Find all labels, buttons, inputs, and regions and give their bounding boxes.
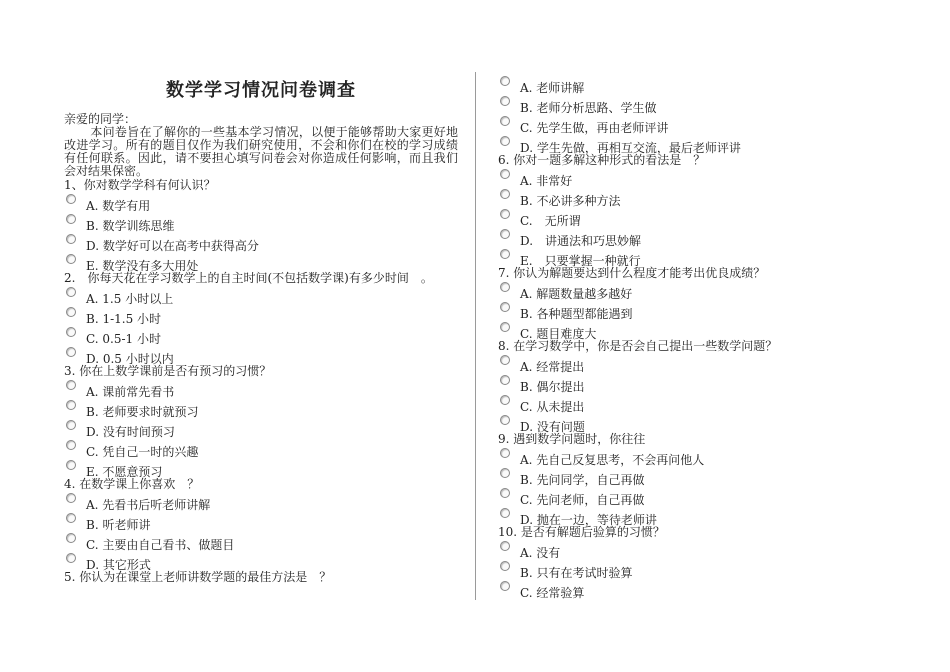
answer-option[interactable] [64, 212, 458, 232]
radio-button-icon[interactable] [500, 561, 510, 571]
option-label: B. 老师要求时就预习 [86, 405, 199, 419]
radio-button-icon[interactable] [500, 322, 510, 332]
radio-button-icon[interactable] [500, 415, 510, 425]
option-label: E. 只要掌握一种就行 [520, 254, 641, 268]
radio-button-icon[interactable] [66, 347, 76, 357]
option-label: A. 1.5 小时以上 [86, 292, 174, 306]
radio-button-icon[interactable] [66, 400, 76, 410]
answer-option[interactable] [64, 491, 458, 511]
radio-button-icon[interactable] [500, 355, 510, 365]
answer-option[interactable] [498, 300, 828, 320]
option-label: B. 数学训练思维 [86, 219, 175, 233]
question-block [64, 178, 458, 271]
radio-button-icon[interactable] [66, 460, 76, 470]
radio-button-icon[interactable] [500, 488, 510, 498]
answer-option[interactable] [498, 320, 828, 339]
radio-button-icon[interactable] [500, 508, 510, 518]
question-text: 8. 在学习数学中，你是否会自己提出一些数学问题？ [498, 339, 778, 353]
radio-button-icon[interactable] [66, 533, 76, 543]
option-list [498, 446, 828, 525]
option-label: D. 抛在一边，等待老师讲 [520, 513, 657, 527]
question-text: 1、你对数学学科有何认识？ [64, 178, 216, 192]
radio-button-icon[interactable] [500, 448, 510, 458]
question-block [64, 271, 458, 364]
answer-option[interactable] [64, 285, 458, 305]
option-label: E. 数学没有多大用处 [86, 259, 199, 273]
option-label: A. 先自己反复思考，不会再问他人 [520, 453, 705, 467]
question-block [498, 74, 828, 153]
radio-button-icon[interactable] [66, 214, 76, 224]
question-text: 10. 是否有解题后验算的习惯？ [498, 525, 665, 539]
radio-button-icon[interactable] [500, 468, 510, 478]
answer-option[interactable] [64, 252, 458, 271]
answer-option[interactable] [64, 325, 458, 345]
option-label: D. 学生先做，再相互交流，最后老师评讲 [520, 141, 741, 155]
answer-option[interactable] [64, 378, 458, 398]
radio-button-icon[interactable] [500, 189, 510, 199]
survey-title: 数学学习情况问卷调查 [166, 80, 356, 101]
option-label: A. 数学有用 [86, 199, 151, 213]
option-label: B. 偶尔提出 [520, 380, 585, 394]
radio-button-icon[interactable] [66, 307, 76, 317]
answer-option[interactable] [64, 418, 458, 438]
answer-option[interactable] [64, 438, 458, 458]
answer-option[interactable] [498, 579, 828, 598]
option-label: B. 各种题型都能遇到 [520, 307, 633, 321]
radio-button-icon[interactable] [66, 420, 76, 430]
radio-button-icon[interactable] [500, 581, 510, 591]
answer-option[interactable] [498, 227, 828, 247]
answer-option[interactable] [498, 373, 828, 393]
answer-option[interactable] [64, 305, 458, 325]
question-text: 5. 你认为在课堂上老师讲数学题的最佳方法是 ？ [64, 570, 332, 584]
option-label: C. 凭自己一时的兴趣 [86, 445, 199, 459]
option-label: A. 非常好 [520, 174, 573, 188]
answer-option[interactable] [498, 506, 828, 525]
radio-button-icon[interactable] [500, 116, 510, 126]
option-label: C. 主要由自己看书、做题目 [86, 538, 235, 552]
answer-option[interactable] [498, 167, 828, 187]
answer-option[interactable] [64, 192, 458, 212]
radio-button-icon[interactable] [500, 169, 510, 179]
option-list [64, 285, 458, 364]
answer-option[interactable] [498, 466, 828, 486]
greeting: 亲爱的同学： [64, 112, 137, 126]
radio-button-icon[interactable] [500, 375, 510, 385]
radio-button-icon[interactable] [500, 302, 510, 312]
option-list [498, 280, 828, 339]
option-list [498, 539, 828, 598]
radio-button-icon[interactable] [66, 440, 76, 450]
option-label: B. 只有在考试时验算 [520, 566, 633, 580]
question-text: 6. 你对一题多解这种形式的看法是 ？ [498, 153, 706, 167]
answer-option[interactable] [498, 74, 828, 94]
radio-button-icon[interactable] [66, 493, 76, 503]
answer-option[interactable] [64, 551, 458, 570]
option-label: C. 先学生做，再由老师评讲 [520, 121, 669, 135]
answer-option[interactable] [498, 539, 828, 559]
option-label: A. 经常提出 [520, 360, 585, 374]
answer-option[interactable] [498, 486, 828, 506]
question-text: 4. 在数学课上你喜欢 ？ [64, 477, 200, 491]
right-column [498, 74, 828, 598]
answer-option[interactable] [498, 393, 828, 413]
option-label: B. 老师分析思路、学生做 [520, 101, 657, 115]
answer-option[interactable] [64, 345, 458, 364]
radio-button-icon[interactable] [66, 327, 76, 337]
radio-button-icon[interactable] [500, 209, 510, 219]
right-question-list [498, 74, 828, 598]
intro-paragraph: 本问卷旨在了解你的一些基本学习情况，以便于能够帮助大家更好地改进学习。所有的题目仅作为我们研究使用，不会和你们在校的学习成绩有任何联系。因此，请不要担心填写问卷会对你造成任何影响，而且我们会对结果保密。 [64, 125, 458, 178]
left-column [64, 68, 458, 584]
option-label: C. 题目难度大 [520, 327, 597, 341]
answer-option[interactable] [498, 134, 828, 153]
left-question-list [64, 178, 458, 584]
option-label: D. 没有时间预习 [86, 425, 175, 439]
option-label: D. 0.5 小时以内 [86, 352, 174, 366]
option-label: D. 没有问题 [520, 420, 585, 434]
option-label: B. 先问同学，自己再做 [520, 473, 645, 487]
option-list [64, 378, 458, 477]
answer-option[interactable] [498, 187, 828, 207]
answer-option[interactable] [64, 232, 458, 252]
radio-button-icon[interactable] [500, 96, 510, 106]
radio-button-icon[interactable] [500, 249, 510, 259]
answer-option[interactable] [64, 458, 458, 477]
radio-button-icon[interactable] [500, 136, 510, 146]
answer-option[interactable] [64, 531, 458, 551]
option-label: D. 数学好可以在高考中获得高分 [86, 239, 259, 253]
option-label: C. 0.5-1 小时 [86, 332, 161, 346]
answer-option[interactable] [498, 280, 828, 300]
radio-button-icon[interactable] [66, 194, 76, 204]
option-label: A. 没有 [520, 546, 561, 560]
option-label: C. 无所谓 [520, 214, 581, 228]
question-block [498, 432, 828, 525]
option-list [498, 353, 828, 432]
option-list [64, 192, 458, 271]
option-list [498, 74, 828, 153]
answer-option[interactable] [498, 247, 828, 266]
answer-option[interactable] [498, 207, 828, 227]
radio-button-icon[interactable] [500, 541, 510, 551]
answer-option[interactable] [498, 94, 828, 114]
answer-option[interactable] [498, 446, 828, 466]
option-label: A. 课前常先看书 [86, 385, 175, 399]
question-block [498, 339, 828, 432]
question-text: 3. 你在上数学课前是否有预习的习惯？ [64, 364, 272, 378]
option-list [64, 491, 458, 570]
option-label: D. 讲通法和巧思妙解 [520, 234, 642, 248]
option-list [498, 167, 828, 266]
option-label: D. 其它形式 [86, 558, 151, 572]
answer-option[interactable] [498, 353, 828, 373]
question-block [64, 570, 458, 584]
question-block [498, 266, 828, 339]
radio-button-icon[interactable] [66, 287, 76, 297]
column-divider [475, 72, 476, 600]
option-label: A. 解题数量越多越好 [520, 287, 633, 301]
option-label: C. 经常验算 [520, 586, 585, 600]
option-label: B. 听老师讲 [86, 518, 151, 532]
question-text: 2. 你每天花在学习数学上的自主时间(不包括数学课)有多少时间 。 [64, 271, 433, 285]
question-text: 9. 遇到数学问题时，你往往 [498, 432, 646, 446]
radio-button-icon[interactable] [66, 254, 76, 264]
answer-option[interactable] [498, 559, 828, 579]
option-label: C. 从未提出 [520, 400, 585, 414]
answer-option[interactable] [64, 398, 458, 418]
option-label: A. 老师讲解 [520, 81, 585, 95]
radio-button-icon[interactable] [500, 76, 510, 86]
radio-button-icon[interactable] [500, 229, 510, 239]
answer-option[interactable] [64, 511, 458, 531]
option-label: C. 先问老师，自己再做 [520, 493, 645, 507]
answer-option[interactable] [498, 114, 828, 134]
question-block [64, 477, 458, 570]
option-label: B. 不必讲多种方法 [520, 194, 621, 208]
question-block [498, 153, 828, 266]
question-block [64, 364, 458, 477]
question-block [498, 525, 828, 598]
radio-button-icon[interactable] [66, 380, 76, 390]
answer-option[interactable] [498, 413, 828, 432]
radio-button-icon[interactable] [66, 234, 76, 244]
radio-button-icon[interactable] [66, 553, 76, 563]
question-text: 7. 你认为解题要达到什么程度才能考出优良成绩？ [498, 266, 766, 280]
option-label: B. 1-1.5 小时 [86, 312, 162, 326]
radio-button-icon[interactable] [500, 282, 510, 292]
option-label: A. 先看书后听老师讲解 [86, 498, 211, 512]
radio-button-icon[interactable] [66, 513, 76, 523]
radio-button-icon[interactable] [500, 395, 510, 405]
option-label: E. 不愿意预习 [86, 465, 163, 479]
